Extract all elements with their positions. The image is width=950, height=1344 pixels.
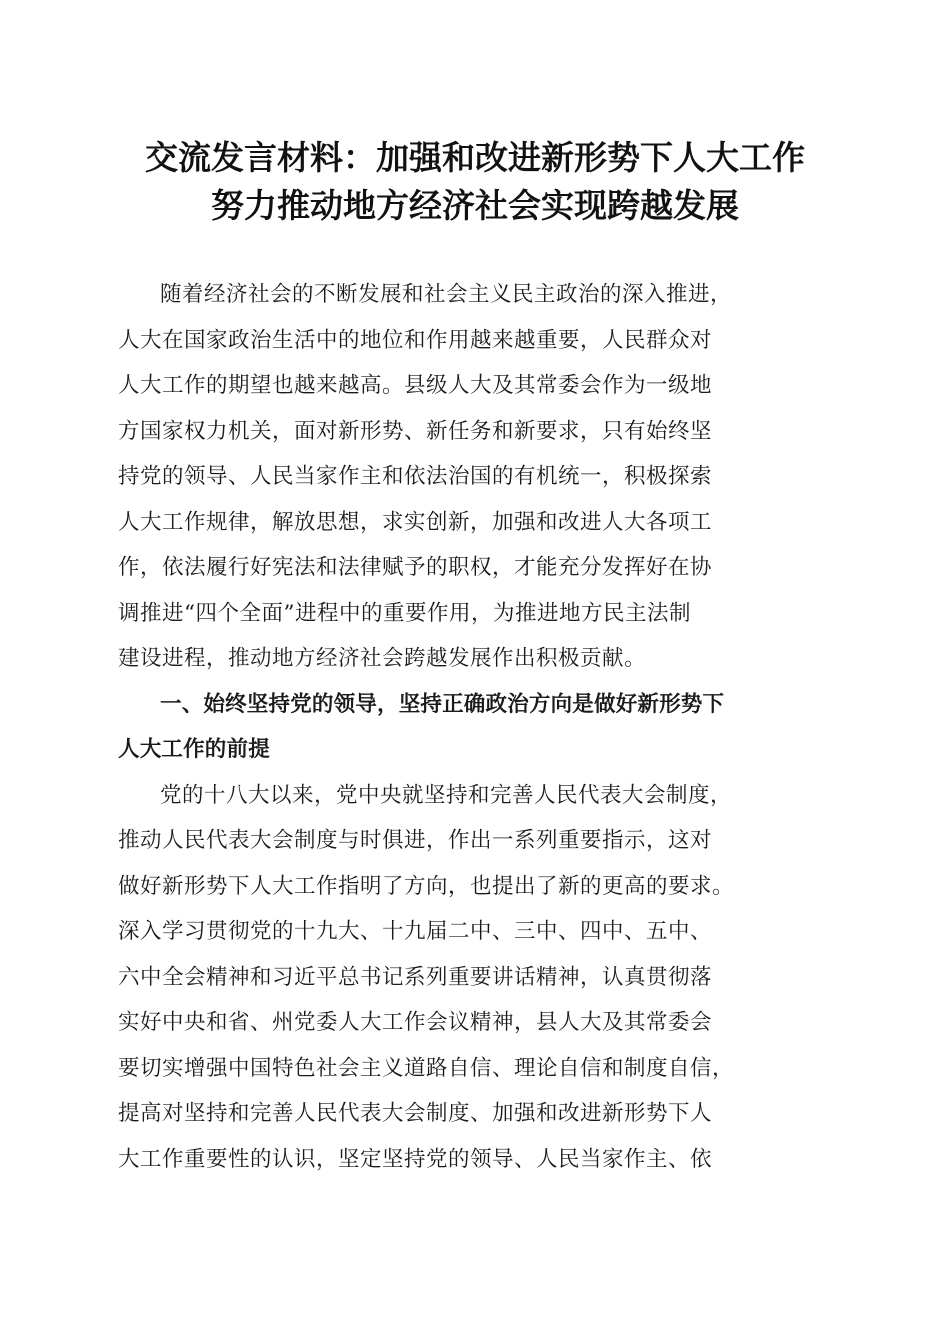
paragraph-line: 人大在国家政治生活中的地位和作用越来越重要，人民群众对 xyxy=(118,328,713,353)
paragraph-line: 推动人民代表大会制度与时俱进，作出一系列重要指示，这对 xyxy=(118,828,713,853)
section-heading-line: 一、始终坚持党的领导，坚持正确政治方向是做好新形势下 xyxy=(160,692,725,717)
paragraph-line: 调推进“四个全面”进程中的重要作用，为推进地方民主法制 xyxy=(118,601,691,626)
paragraph-line: 持党的领导、人民当家作主和依法治国的有机统一，积极探索 xyxy=(118,464,713,489)
paragraph-line: 做好新形势下人大工作指明了方向，也提出了新的更高的要求。 xyxy=(118,874,735,899)
paragraph-line: 人大工作的期望也越来越高。县级人大及其常委会作为一级地 xyxy=(118,373,713,398)
paragraph-line: 六中全会精神和习近平总书记系列重要讲话精神，认真贯彻落 xyxy=(118,965,713,990)
paragraph-line: 作，依法履行好宪法和法律赋予的职权，才能充分发挥好在协 xyxy=(118,555,713,580)
document-title-line-1: 交流发言材料：加强和改进新形势下人大工作 xyxy=(145,138,805,177)
paragraph-line: 人大工作规律，解放思想，求实创新，加强和改进人大各项工 xyxy=(118,510,713,535)
paragraph-line: 大工作重要性的认识，坚定坚持党的领导、人民当家作主、依 xyxy=(118,1147,713,1172)
paragraph-line: 方国家权力机关，面对新形势、新任务和新要求，只有始终坚 xyxy=(118,419,713,444)
paragraph-line: 实好中央和省、州党委人大工作会议精神，县人大及其常委会 xyxy=(118,1010,713,1035)
paragraph-line: 要切实增强中国特色社会主义道路自信、理论自信和制度自信， xyxy=(118,1056,735,1081)
paragraph-line: 深入学习贯彻党的十九大、十九届二中、三中、四中、五中、 xyxy=(118,919,713,944)
paragraph-line: 党的十八大以来，党中央就坚持和完善人民代表大会制度， xyxy=(160,783,733,808)
paragraph-line: 提高对坚持和完善人民代表大会制度、加强和改进新形势下人 xyxy=(118,1101,713,1126)
paragraph-line: 建设进程，推动地方经济社会跨越发展作出积极贡献。 xyxy=(118,646,647,671)
section-heading-line: 人大工作的前提 xyxy=(118,737,270,762)
document-title-line-2: 努力推动地方经济社会实现跨越发展 xyxy=(211,186,739,225)
paragraph-line: 随着经济社会的不断发展和社会主义民主政治的深入推进， xyxy=(160,282,733,307)
